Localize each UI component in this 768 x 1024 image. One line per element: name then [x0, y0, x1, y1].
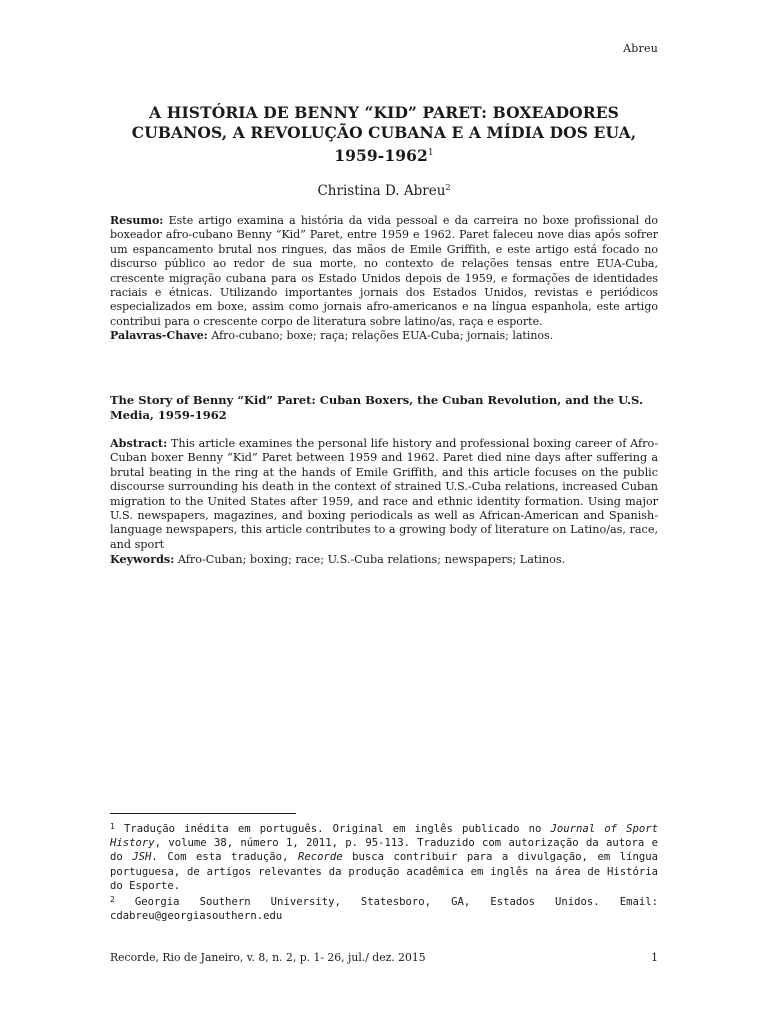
footnote-1 — [110, 820, 658, 893]
abstract-section — [110, 436, 658, 568]
resumo-label: Resumo: — [110, 214, 164, 227]
resumo-paragraph — [110, 214, 658, 329]
abstract-paragraph — [110, 436, 658, 552]
footnote-2-marker: 2 — [110, 895, 115, 905]
journal-citation: Recorde, Rio de Janeiro, v. 8, n. 2, p. 1- 26, jul./ dez. 2015 — [110, 951, 426, 964]
footnote-1-text-c: . Com esta tradução, — [151, 851, 298, 864]
keywords-text: Afro-Cuban; boxing; race; U.S.-Cuba relations; newspapers; Latinos. — [174, 553, 566, 567]
footnote-1-recorde: Recorde — [297, 851, 343, 864]
title-line-1: A HISTÓRIA DE BENNY “KID” PARET: BOXEADORES — [149, 103, 619, 122]
author-name: Christina D. Abreu — [317, 183, 446, 199]
palavras-chave-line — [110, 329, 658, 343]
article-title — [110, 103, 658, 166]
footnote-divider — [110, 813, 296, 814]
english-title: The Story of Benny “Kid” Paret: Cuban Boxers, the Cuban Revolution, and the U.S. Media, 1959-1962 — [110, 393, 643, 422]
palavras-chave-label: Palavras-Chave: — [110, 329, 208, 343]
abstract-label: Abstract: — [110, 436, 168, 450]
footnote-1-journal: Journal of Sport History — [110, 823, 658, 850]
running-head: Abreu — [623, 42, 658, 55]
footnote-2-text: Georgia Southern University, Statesboro, GA, Estados Unidos. Email: cdabreu@georgiasouthern.edu — [110, 896, 658, 923]
footnote-2 — [110, 893, 658, 923]
footnote-1-text-a: Tradução inédita em português. Original em inglês publicado no — [114, 823, 551, 835]
title-line-3 — [110, 143, 658, 166]
resumo-text: Este artigo examina a história da vida pessoal e da carreira no boxe profissional do boxeador afro-cubano Benny “Kid” Paret, entre 1959 e 1962. Paret faleceu nove dias após sofrer um espancamento brutal nos ringues, das mãos de Emile Griffith, e este artigo está focado no discurso público ao redor de sua morte, no contexto de relações tensas entre EUA-Cuba, crescente migração cubana para os Estado Unidos depois de 1959, e formações de identidades raciais e étnicas. Utilizando importantes jornais dos Estados Unidos, revistas e periódicos especializados em boxe, assim como jornais afro-americanos e na língua espanhola, este artigo contribui para o crescente corpo de literatura sobre latino/as, raça e esporte. — [110, 214, 658, 328]
keywords-label: Keywords: — [110, 552, 175, 567]
page-number: 1 — [651, 951, 658, 964]
footnote-ref-1[interactable]: 1 — [427, 148, 434, 158]
footnote-1-marker: 1 — [110, 822, 115, 831]
title-line-2: CUBANOS, A REVOLUÇÃO CUBANA E A MÍDIA DOS EUA, — [131, 123, 637, 142]
footnote-ref-2[interactable]: 2 — [445, 183, 451, 192]
title-years: 1959-1962 — [334, 146, 428, 165]
abstract-text: This article examines the personal life history and professional boxing career of Afro-Cuban boxer Benny “Kid” Paret between 1959 and 1962. Paret died nine days after suffering a brutal beating in the ring at the hands of Emile Griffith, and this article focuses on the public discourse surrounding his death in the context of strained U.S.-Cuba relations, increased Cuban migration to the United States after 1959, and race and ethnic identity formation. Using major U.S. newspapers, magazines, and boxing periodicals as well as African-American and Spanish-language newspapers, this article contributes to a growing body of literature on Latino/as, race, and sport — [110, 437, 658, 551]
footnote-1-text-b: , volume 38, número 1, 2011, p. 95-113. Traduzido com autorização da autora e do — [110, 837, 658, 864]
footnote-1-text-d: busca contribuir para a divulgação, em língua portuguesa, de artigos relevantes da produção acadêmica em inglês na área de História do Esporte. — [110, 851, 658, 892]
footnotes — [110, 820, 658, 923]
footnote-1-jsh: JSH — [132, 851, 152, 864]
keywords-line — [110, 552, 658, 567]
resumo-section — [110, 214, 658, 344]
author-line — [110, 183, 658, 199]
palavras-chave-text: Afro-cubano; boxe; raça; relações EUA-Cuba; jornais; latinos. — [207, 329, 554, 343]
